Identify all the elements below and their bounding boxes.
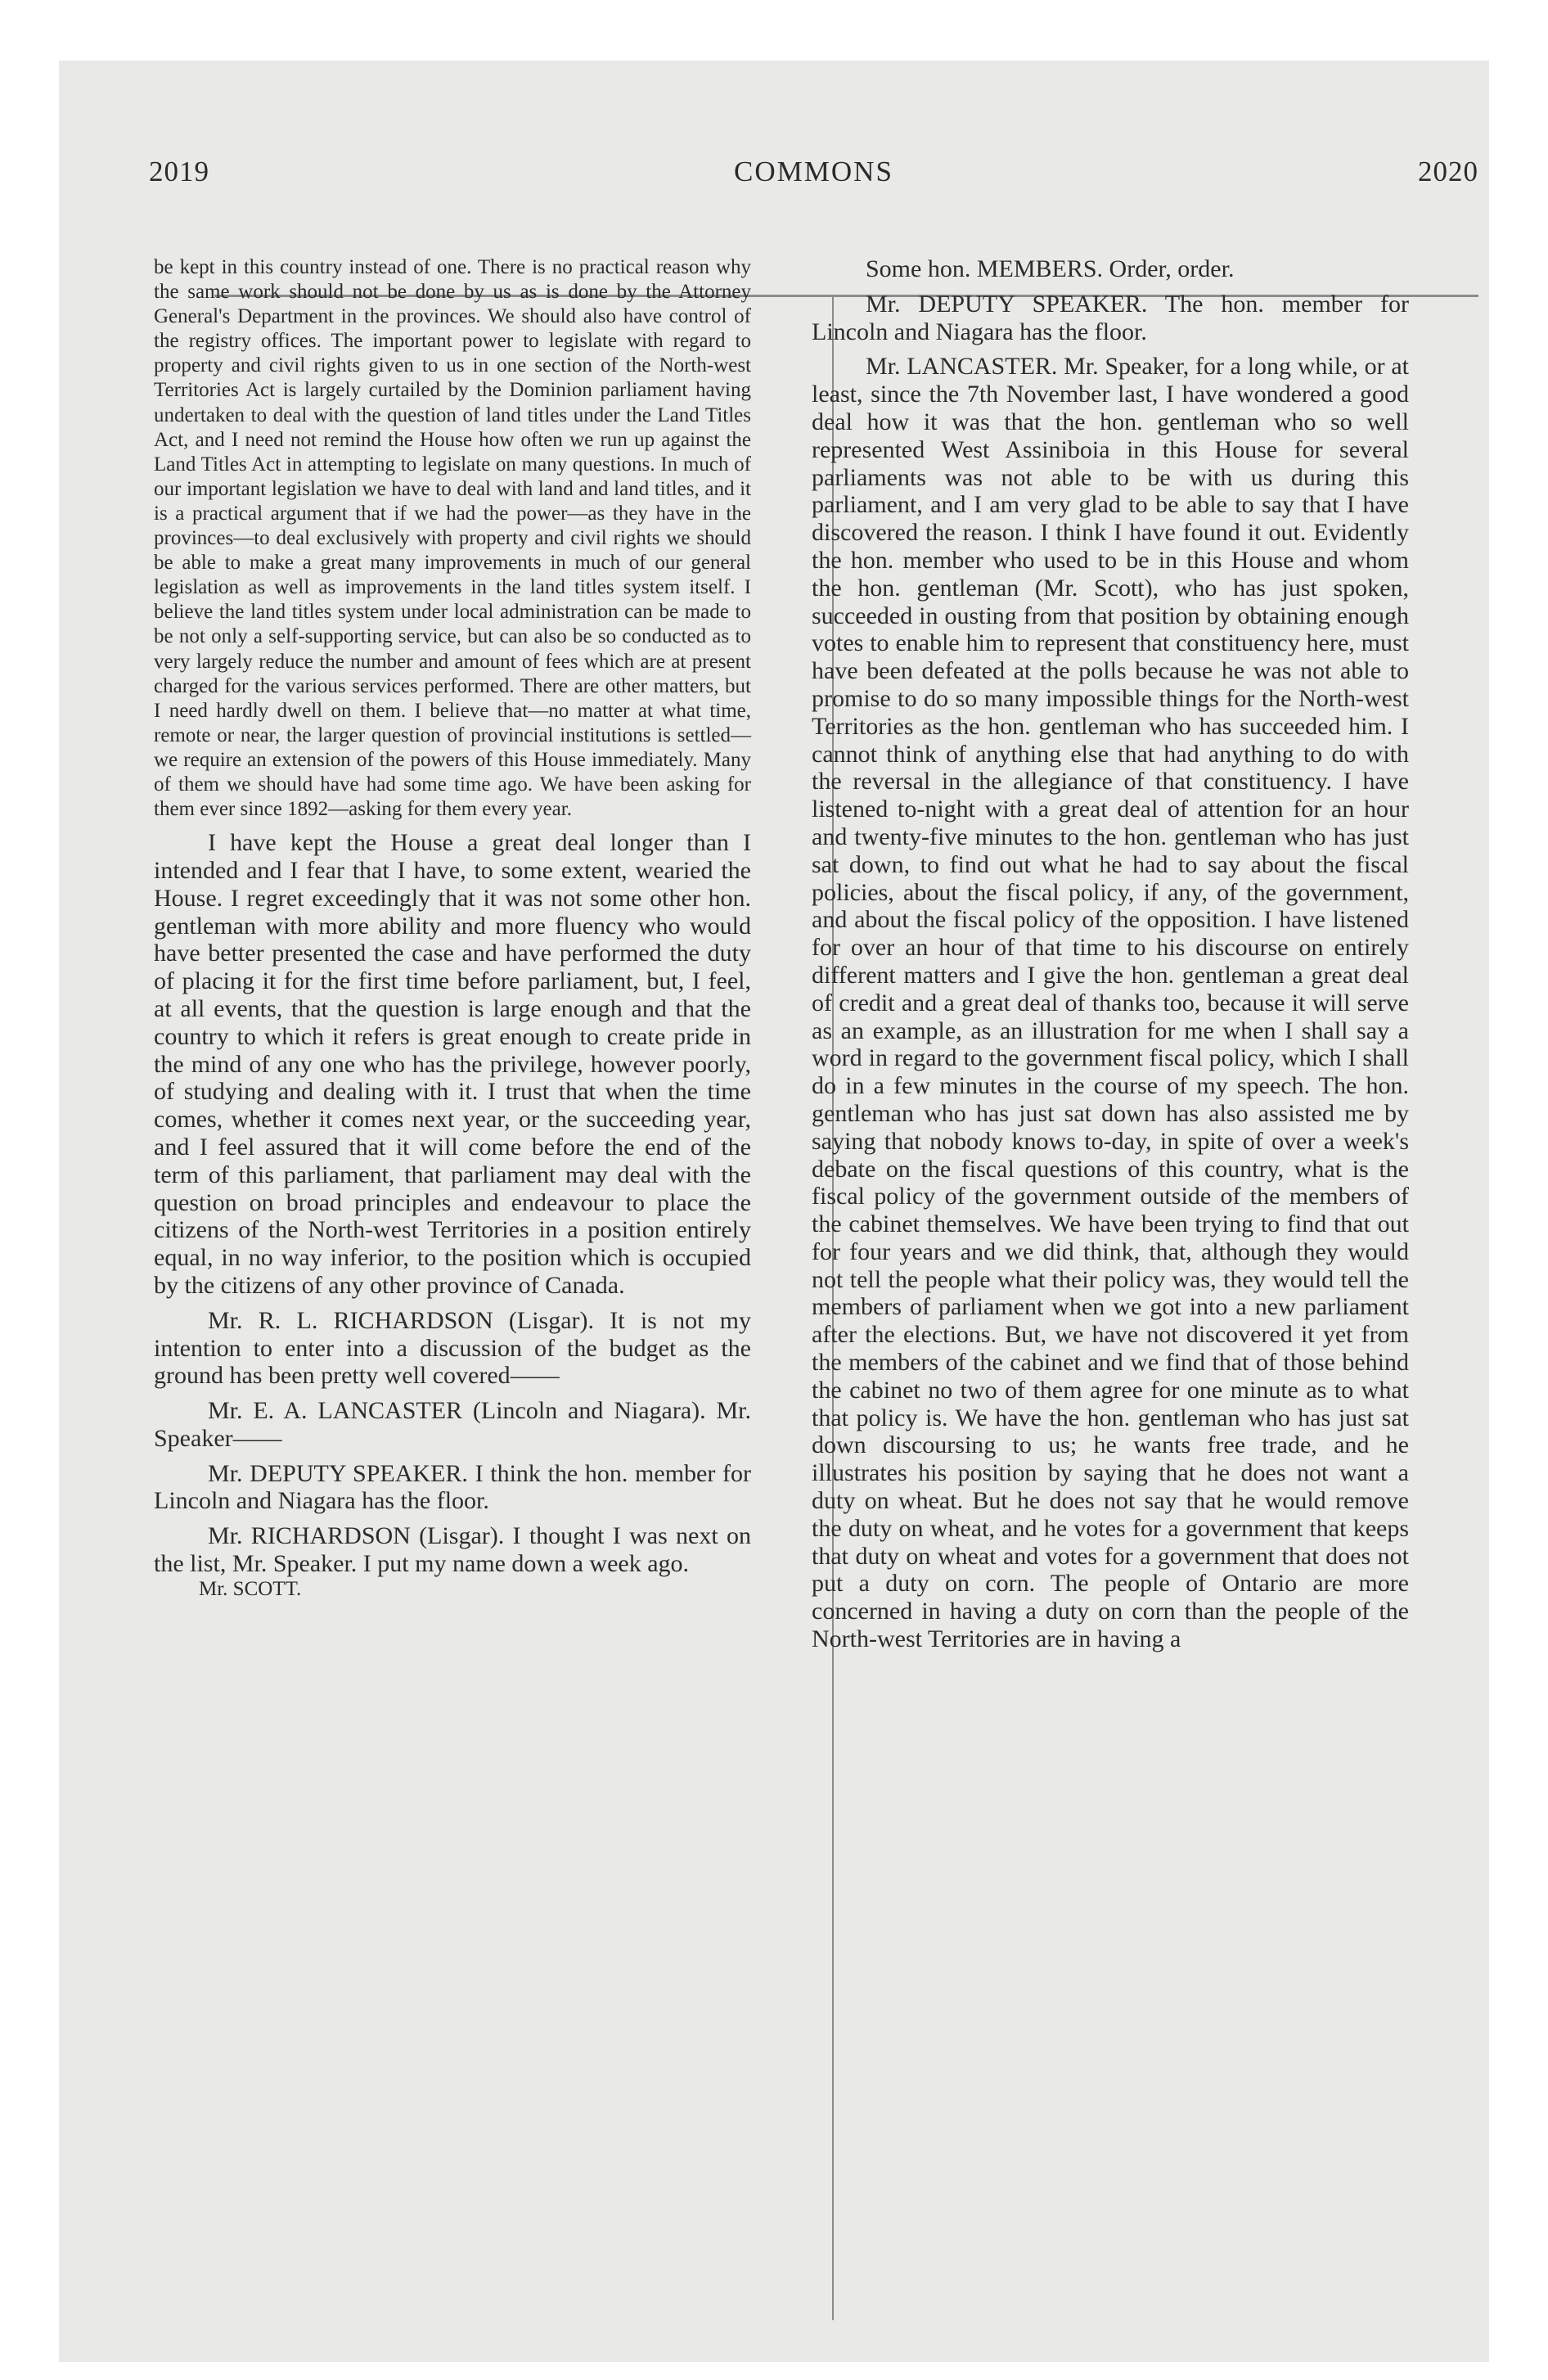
speech-paragraph: Mr. E. A. LANCASTER (Lincoln and Niagara). Mr. Speaker—— xyxy=(154,1397,751,1452)
page-number-right: 2020 xyxy=(1418,156,1478,187)
speech-paragraph: Mr. DEPUTY SPEAKER. I think the hon. member for Lincoln and Niagara has the floor. xyxy=(154,1459,751,1515)
speech-paragraph: I have kept the House a great deal longer than I intended and I fear that I have, to some extent, wearied the House. I regret exceedingly that it was not some other hon. gentleman with more ability and more fluency who would have better presented the case and have performed the duty of placing it for the first time before parliament, but, I feel, at all events, that the question is large enough and that the country to which it refers is great enough to create pride in the mind of any one who has the privilege, however poorly, of studying and dealing with it. I trust that when the time comes, whether it comes next year, or the succeeding year, and I feel assured that it will come before the end of the term of this parliament, that parliament may deal with the question on broad principles and endeavour to place the citizens of the North-west Territories in a position entirely equal, in no way inferior, to the position which is occupied by the citizens of any other province of Canada. xyxy=(154,829,751,1299)
speech-paragraph: Mr. DEPUTY SPEAKER. The hon. member for Lincoln and Niagara has the floor. xyxy=(812,290,1409,345)
speech-paragraph: Mr. LANCASTER. Mr. Speaker, for a long while, or at least, since the 7th November last, I have wondered a good deal how it was that the hon. gentleman who so well represented West Assiniboia in this House for several parliaments was not able to be with us during this parliament, and I am very glad to be able to say that I have discovered the reason. I think I have found it out. Evidently the hon. member who used to be in this House and whom the hon. gentleman (Mr. Scott), who has just spoken, succeeded in ousting from that position by obtaining enough votes to enable him to represent that constituency here, must have been defeated at the polls because he was not able to promise to do so many impossible things for the North-west Territories as the hon. gentleman who has succeeded him. I cannot think of anything else that had anything to do with the reversal in the allegiance of that constituency. I have listened to-night with a great deal of attention for an hour and twenty-five minutes to the hon. gentleman who has just sat down, to find out what he had to say about the fiscal policies, about the fiscal policy, if any, of the government, and about the fiscal policy of the opposition. I have listened for over an hour of that time to his discourse on entirely different matters and I give the hon. gentleman a great deal of credit and a great deal of thanks too, because it will serve as an example, as an illustration for me when I shall say a word in regard to the government fiscal policy, which I shall do in a few minutes in the course of my speech. The hon. gentleman who has just sat down has also assisted me by saying that nobody knows to-day, in spite of over a week's debate on the fiscal questions of this country, what is the fiscal policy of the government outside of the members of the cabinet themselves. We have been trying to find that out for four years and we did think, that, although they would not tell the people what their policy was, they would tell the members of parliament when we got into a new parliament after the elections. But, we have not discovered it yet from the members of the cabinet and we find that of those behind the cabinet no two of them agree for one minute as to what that policy is. We have the hon. gentleman who has just sat down discoursing to us; he wants free trade, and he illustrates his position by saying that he does not want a duty on wheat. But he does not say that he would remove the duty on wheat, and he votes for a government that keeps that duty on wheat and votes for a government that does not put a duty on corn. The people of Ontario are more concerned in having a duty on corn than the people of the North-west Territories are in having a xyxy=(812,353,1409,1653)
continued-speech-text: be kept in this country instead of one. There is no practical reason why the same work should not be done by us as is done by the Attorney General's Department in the provinces. We should also have control of the registry offices. The important power to legislate with regard to property and civil rights given to us in one section of the North-west Territories Act is largely curtailed by the Dominion parliament having undertaken to deal with the question of land titles under the Land Titles Act, and I need not remind the House how often we run up against the Land Titles Act in attempting to legislate on many questions. In much of our important legislation we have to deal with land and land titles, and it is a practical argument that if we had the power—as they have in the provinces—to deal exclusively with property and civil rights we should be able to make a great many improvements in much of our general legislation as well as improvements in the land titles system itself. I believe the land titles system under local administration can be made to be not only a self-supporting service, but can also be so conducted as to very largely reduce the number and amount of fees which are at present charged for the various services performed. There are other matters, but I need hardly dwell on them. I believe that—no matter at what time, remote or near, the larger question of provincial institutions is settled—we require an extension of the powers of this House immediately. Many of them we should have had some time ago. We have been asking for them ever since 1892—asking for them every year. xyxy=(154,256,751,821)
speech-paragraph: Some hon. MEMBERS. Order, order. xyxy=(866,255,1235,282)
speech-paragraph: Mr. RICHARDSON (Lisgar). I thought I was next on the list, Mr. Speaker. I put my name down a week ago. xyxy=(154,1522,751,1578)
speaker-signature: Mr. SCOTT. xyxy=(199,1577,302,1600)
page-header xyxy=(149,156,1478,196)
running-title: COMMONS xyxy=(734,156,893,187)
left-column xyxy=(154,255,751,1601)
page-number-left: 2019 xyxy=(149,156,209,187)
speech-paragraph: Mr. R. L. RICHARDSON (Lisgar). It is not my intention to enter into a discussion of the budget as the ground has been pretty well covered—— xyxy=(154,1306,751,1390)
right-column xyxy=(812,255,1409,1653)
